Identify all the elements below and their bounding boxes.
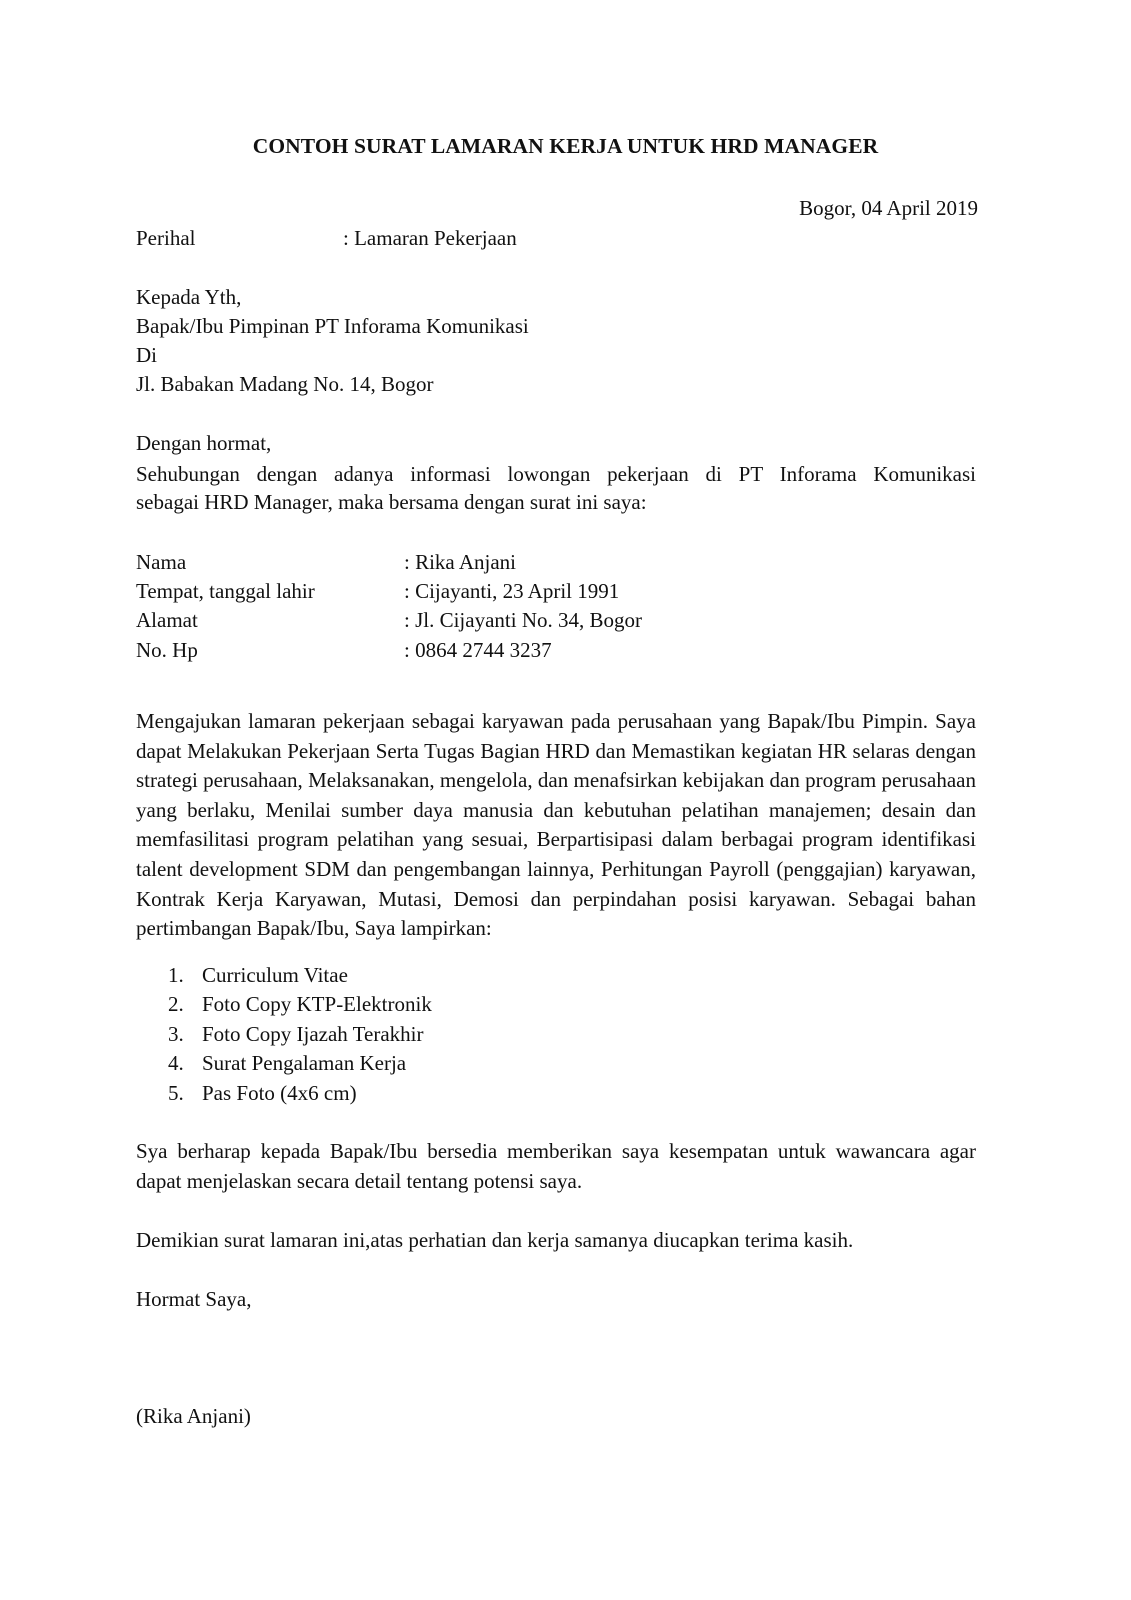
signature-name: (Rika Anjani) bbox=[136, 1404, 251, 1428]
body-paragraph: Mengajukan lamaran pekerjaan sebagai karyawan pada perusahaan yang Bapak/Ibu Pimpin. Saya dapat Melakukan Pekerjaan Serta Tugas Bagian HRD dan Memastikan kegiatan HR selaras dengan strategi perusahaan, Melaksanakan, mengelola, dan menafsirkan kebijakan dan program perusahaan yang berlaku, Menilai sumber daya manusia dan kebutuhan pelatihan manajemen; desain dan memfasilitasi program pelatihan yang sesuai, Berpartisipasi dalam berbagai program identifikasi talent development SDM dan pengembangan lainnya, Perhitungan Payroll (penggajian) karyawan, Kontrak Kerja Karyawan, Mutasi, Demosi dan perpindahan posisi karyawan. Sebagai bahan pertimbangan Bapak/Ibu, Saya lampirkan: bbox=[136, 709, 976, 941]
attachment-number: 2. bbox=[168, 992, 184, 1016]
detail-value: : 0864 2744 3237 bbox=[404, 638, 552, 662]
intro-line-2: sebagai HRD Manager, maka bersama dengan surat ini saya: bbox=[136, 490, 647, 514]
signoff: Hormat Saya, bbox=[136, 1287, 252, 1311]
detail-label: Tempat, tanggal lahir bbox=[136, 579, 315, 603]
recipient-line: Kepada Yth, bbox=[136, 285, 242, 309]
attachment-number: 4. bbox=[168, 1051, 184, 1075]
detail-label: No. Hp bbox=[136, 638, 198, 662]
final-line: Demikian surat lamaran ini,atas perhatian dan kerja samanya diucapkan terima kasih. bbox=[136, 1228, 854, 1252]
recipient-line: Di bbox=[136, 343, 157, 367]
attachment-item: Foto Copy KTP-Elektronik bbox=[202, 992, 432, 1016]
letter-date: Bogor, 04 April 2019 bbox=[799, 196, 978, 220]
attachment-number: 3. bbox=[168, 1022, 184, 1046]
recipient-line: Bapak/Ibu Pimpinan PT Inforama Komunikasi bbox=[136, 314, 529, 338]
attachment-item: Surat Pengalaman Kerja bbox=[202, 1051, 407, 1075]
detail-value: : Cijayanti, 23 April 1991 bbox=[404, 579, 620, 603]
attachment-item: Foto Copy Ijazah Terakhir bbox=[202, 1022, 424, 1046]
greeting: Dengan hormat, bbox=[136, 431, 272, 455]
closing-paragraph: Sya berharap kepada Bapak/Ibu bersedia memberikan saya kesempatan untuk wawancara agar dapat menjelaskan secara detail tentang potensi saya. bbox=[136, 1139, 976, 1193]
attachment-item: Curriculum Vitae bbox=[202, 963, 348, 987]
detail-label: Nama bbox=[136, 550, 187, 574]
attachment-number: 5. bbox=[168, 1081, 184, 1105]
intro-line-1: Sehubungan dengan adanya informasi lowongan pekerjaan di PT Inforama Komunikasi bbox=[136, 462, 976, 486]
attachment-number: 1. bbox=[168, 963, 184, 987]
detail-value: : Jl. Cijayanti No. 34, Bogor bbox=[404, 608, 642, 632]
subject-value: : Lamaran Pekerjaan bbox=[343, 226, 517, 250]
letter-title: CONTOH SURAT LAMARAN KERJA UNTUK HRD MANAGER bbox=[252, 134, 879, 158]
subject-label: Perihal bbox=[136, 226, 196, 250]
detail-value: : Rika Anjani bbox=[404, 550, 516, 574]
recipient-line: Jl. Babakan Madang No. 14, Bogor bbox=[136, 372, 434, 396]
attachment-item: Pas Foto (4x6 cm) bbox=[202, 1081, 357, 1105]
detail-label: Alamat bbox=[136, 608, 198, 632]
